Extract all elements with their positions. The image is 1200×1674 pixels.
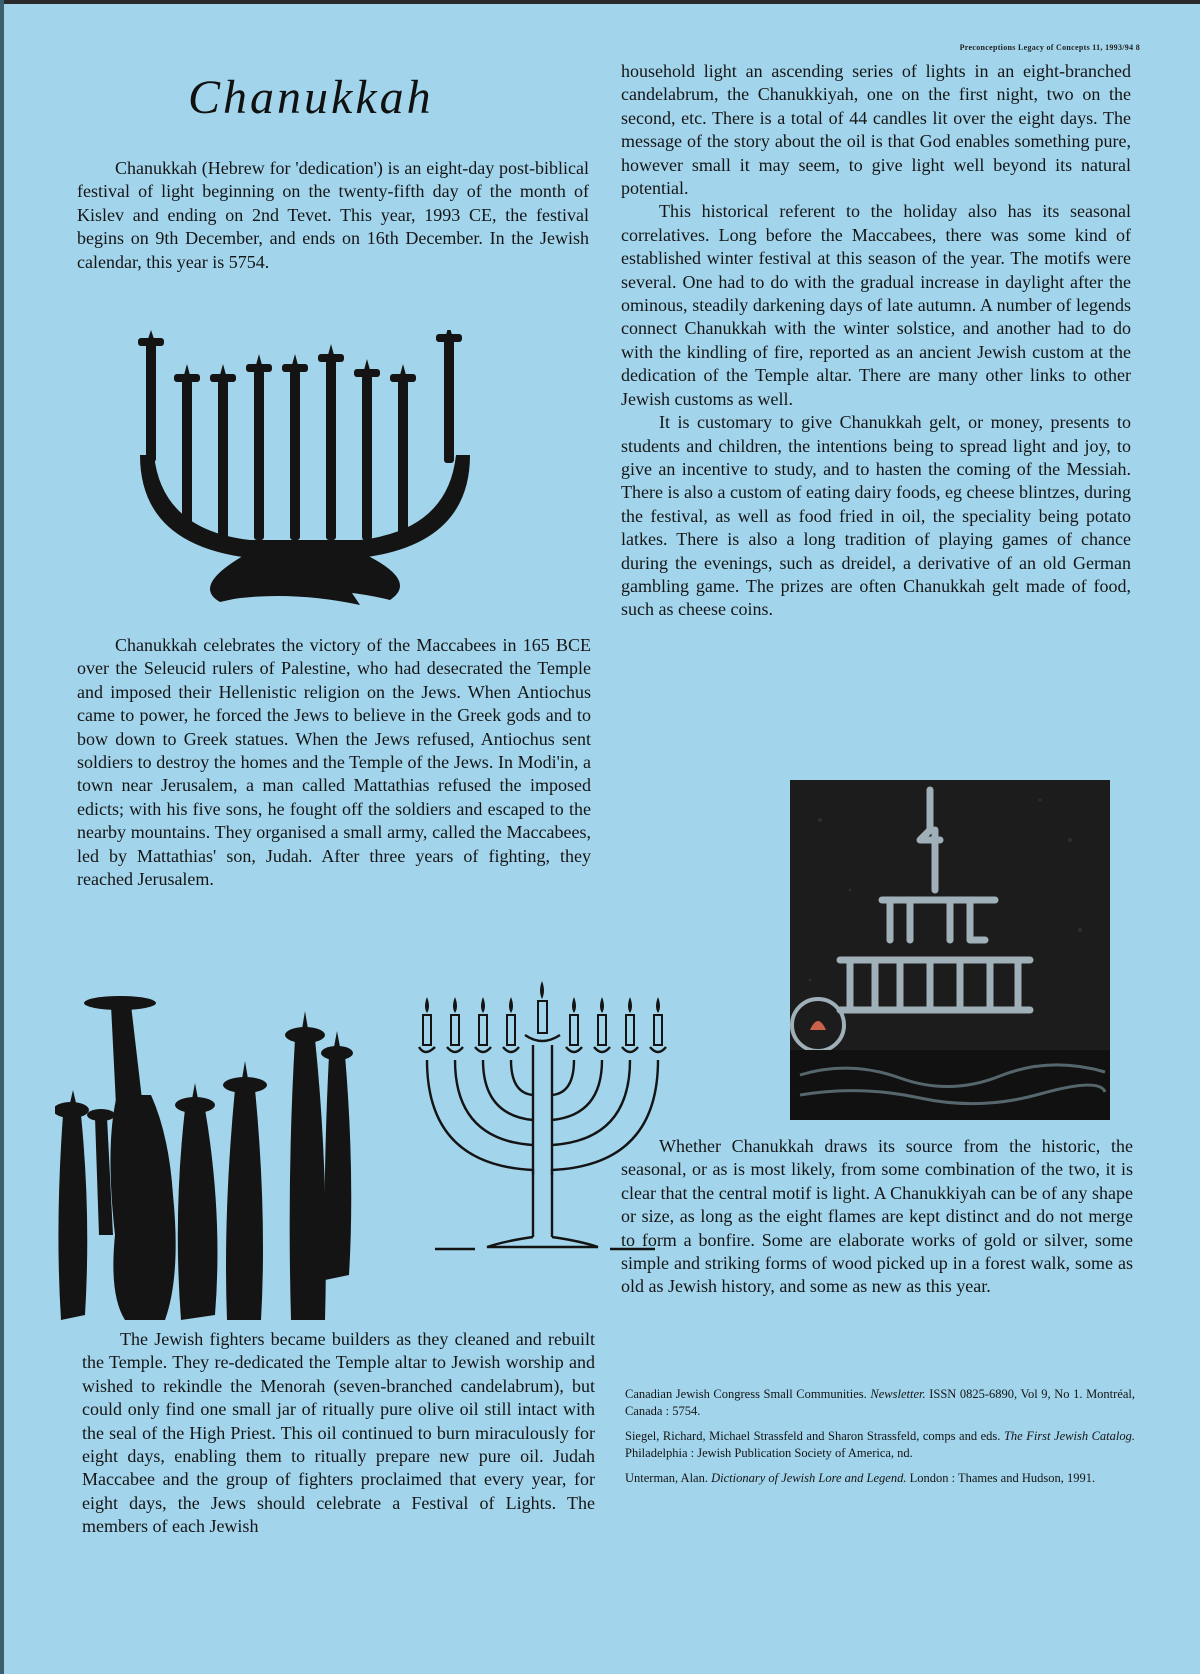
paragraph-2: Chanukkah celebrates the victory of the Maccabees in 165 BCE over the Seleucid rulers of Palestine, who had desecrated the Temple and imposed their Hellenistic religion on the Jews. When Antiochus came to power, he forced the Jews to believe in the Greek gods and to bow down to Greek statues. When the Jews refused, Antiochus sent soldiers to destroy the homes and the Temple of the Jews. In Modi'in, a town near Jerusalem, a man called Mattathias refused the imposed edicts; with his five sons, he fought off the soldiers and escaped to the nearby mountains. They organised a small army, called the Maccabees, led by Mattathias' son, Judah. After three years of fighting, they reached Jerusalem. [77,635,591,890]
right-column [621,60,1131,622]
reference-author: Siegel, Richard, Michael Strassfeld and Sharon Strassfeld, comps and eds. [625,1429,1001,1443]
reference-title: Newsletter. [870,1387,926,1401]
reference-author: Canadian Jewish Congress Small Communities. [625,1387,867,1401]
reference-item [625,1470,1135,1487]
scan-edge-top [0,0,1200,4]
paragraph-5: Whether Chanukkah draws its source from the historic, the seasonal, or as is most likely, from some combination of the two, it is clear that the central motif is light. A Chanukkiyah can be of any shape or size, as long as the eight flames are kept distinct and do not merge to form a bonfire. Some are elaborate works of gold or silver, some simple and striking forms of wood picked up in a forest walk, some as old as Jewish history, and some as new as this year. [621,1136,1133,1297]
reference-title: The First Jewish Catalog. [1003,1429,1136,1443]
reference-details: Philadelphia : Jewish Publication Society of America, nd. [625,1446,913,1460]
candle-sculpture-icon [55,975,385,1325]
menorah-silhouette-icon [130,330,480,615]
reference-item [625,1386,1135,1420]
history-paragraph [77,634,591,891]
paragraph-4a: household light an ascending series of lights in an eight-branched candelabrum, the Chanukkiyah, one on the first night, two on the second, etc. There is a total of 44 candles lit over the eight days. The message of the story about the oil is that God enables something pure, however small it may seem, to give light well beyond its natural potential. [621,61,1131,199]
reference-details: ISSN 0825-6890, Vol 9, No 1. Montréal, Canada : 5754. [625,1387,1136,1418]
page-title: Chanukkah [188,71,434,124]
reference-author: Unterman, Alan. [625,1471,708,1485]
intro-paragraph [77,157,589,274]
reference-details: London : Thames and Hudson, 1991. [909,1471,1096,1485]
reference-title: Dictionary of Jewish Lore and Legend. [711,1471,907,1485]
paragraph-3: The Jewish fighters became builders as they cleaned and rebuilt the Temple. They re-dedicated the Temple altar to Jewish worship and wished to rekindle the Menorah (seven-branched candelabrum), but could only find one small jar of ritually pure olive oil still intact with the seal of the High Priest. This oil continued to burn miraculously for eight days, enabling them to ritually prepare new pure oil. Judah Maccabee and the group of fighters proclaimed that every year, for eight days, the Jews should celebrate a Festival of Lights. The members of each Jewish [82,1329,595,1537]
conclusion-paragraph [621,1135,1133,1299]
paragraph-4b: This historical referent to the holiday also has its seasonal correlatives. Long before the Maccabees, there was some kind of established winter festival at this season of the year. The motifs were several. One had to do with the gradual increase in daylight after the ominous, steadily darkening days of late autumn. A number of legends connect Chanukkah with the winter solstice, and another had to do with the kindling of fire, reported as an ancient Jewish custom at the dedication of the Temple altar. There are many other links to other Jewish customs as well. [621,201,1131,409]
woodcut-menorah-icon [790,780,1110,1120]
paragraph-4c: It is customary to give Chanukkah gelt, or money, presents to students and children, the intentions being to spread light and joy, to give an incentive to study, and to hasten the coming of the Messiah. There is also a custom of eating dairy foods, eg cheese blintzes, during the festival, as well as food fried in oil, the speciality being potato latkes. There is also a long tradition of playing games of chance during the evenings, such as dreidel, a derivative of an old German gambling game. The prizes are often Chanukkah gelt made of food, such as cheese coins. [621,412,1131,620]
reference-item [625,1428,1135,1462]
temple-paragraph [82,1328,595,1539]
running-head: Preconceptions Legacy of Concepts 11, 1993/94 8 [959,43,1140,52]
references-list [625,1386,1135,1495]
scan-edge-left [0,0,4,1674]
paragraph-1: Chanukkah (Hebrew for 'dedication') is an eight-day post-biblical festival of light beginning on the twenty-fifth day of the month of Kislev and ending on 2nd Tevet. This year, 1993 CE, the festival begins on 9th December, and ends on 16th December. In the Jewish calendar, this year is 5754. [77,158,589,272]
